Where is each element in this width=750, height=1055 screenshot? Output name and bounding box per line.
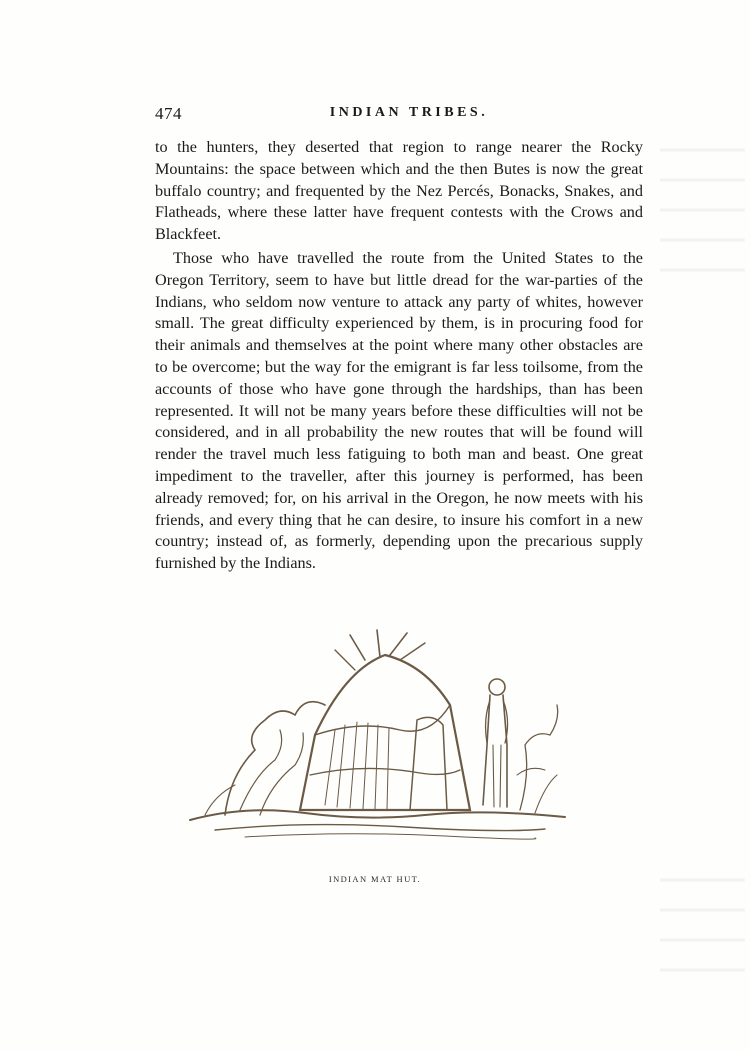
- page-number: 474: [155, 104, 182, 123]
- page-header: [155, 104, 643, 128]
- bleed-through-shadow: [655, 0, 750, 1050]
- body-text: [155, 137, 643, 575]
- running-head: INDIAN TRIBES.: [329, 105, 489, 120]
- illustration-caption: INDIAN MAT HUT.: [328, 874, 422, 884]
- paragraph-2: Those who have travelled the route from the United States to the Oregon Territory, seem to have but little dread for the war-parties of the Indians, who seldom now venture to attack any party of whites, however small. The great difficulty experienced by them, is in procuring food for their animals and themselves at the point where many other obstacles are to be overcome; but the way for the emigrant is far less toilsome, from the accounts of those who have gone through the hardships, than has been represented. It will not be many years before these difficulties will not be considered, and in all probability the new routes that will be found will render the travel much less fatiguing to both man and beast. One great impediment to the traveller, after this journey is performed, has been already removed; for, on his arrival in the Oregon, he now meets with his friends, and every thing that he can desire, to insure his comfort in a new country; instead of, as formerly, depending upon the precarious supply furnished by the Indians.: [155, 248, 643, 573]
- mat-hut-engraving: [185, 625, 570, 845]
- paragraph-1: to the hunters, they deserted that region to range nearer the Rocky Mountains: the space between which and the then Butes is now the great buffalo country; and frequented by the Nez Percés, Bonacks, Snakes, and Flatheads, where these latter have frequent contests with the Crows and Blackfeet.: [155, 138, 643, 244]
